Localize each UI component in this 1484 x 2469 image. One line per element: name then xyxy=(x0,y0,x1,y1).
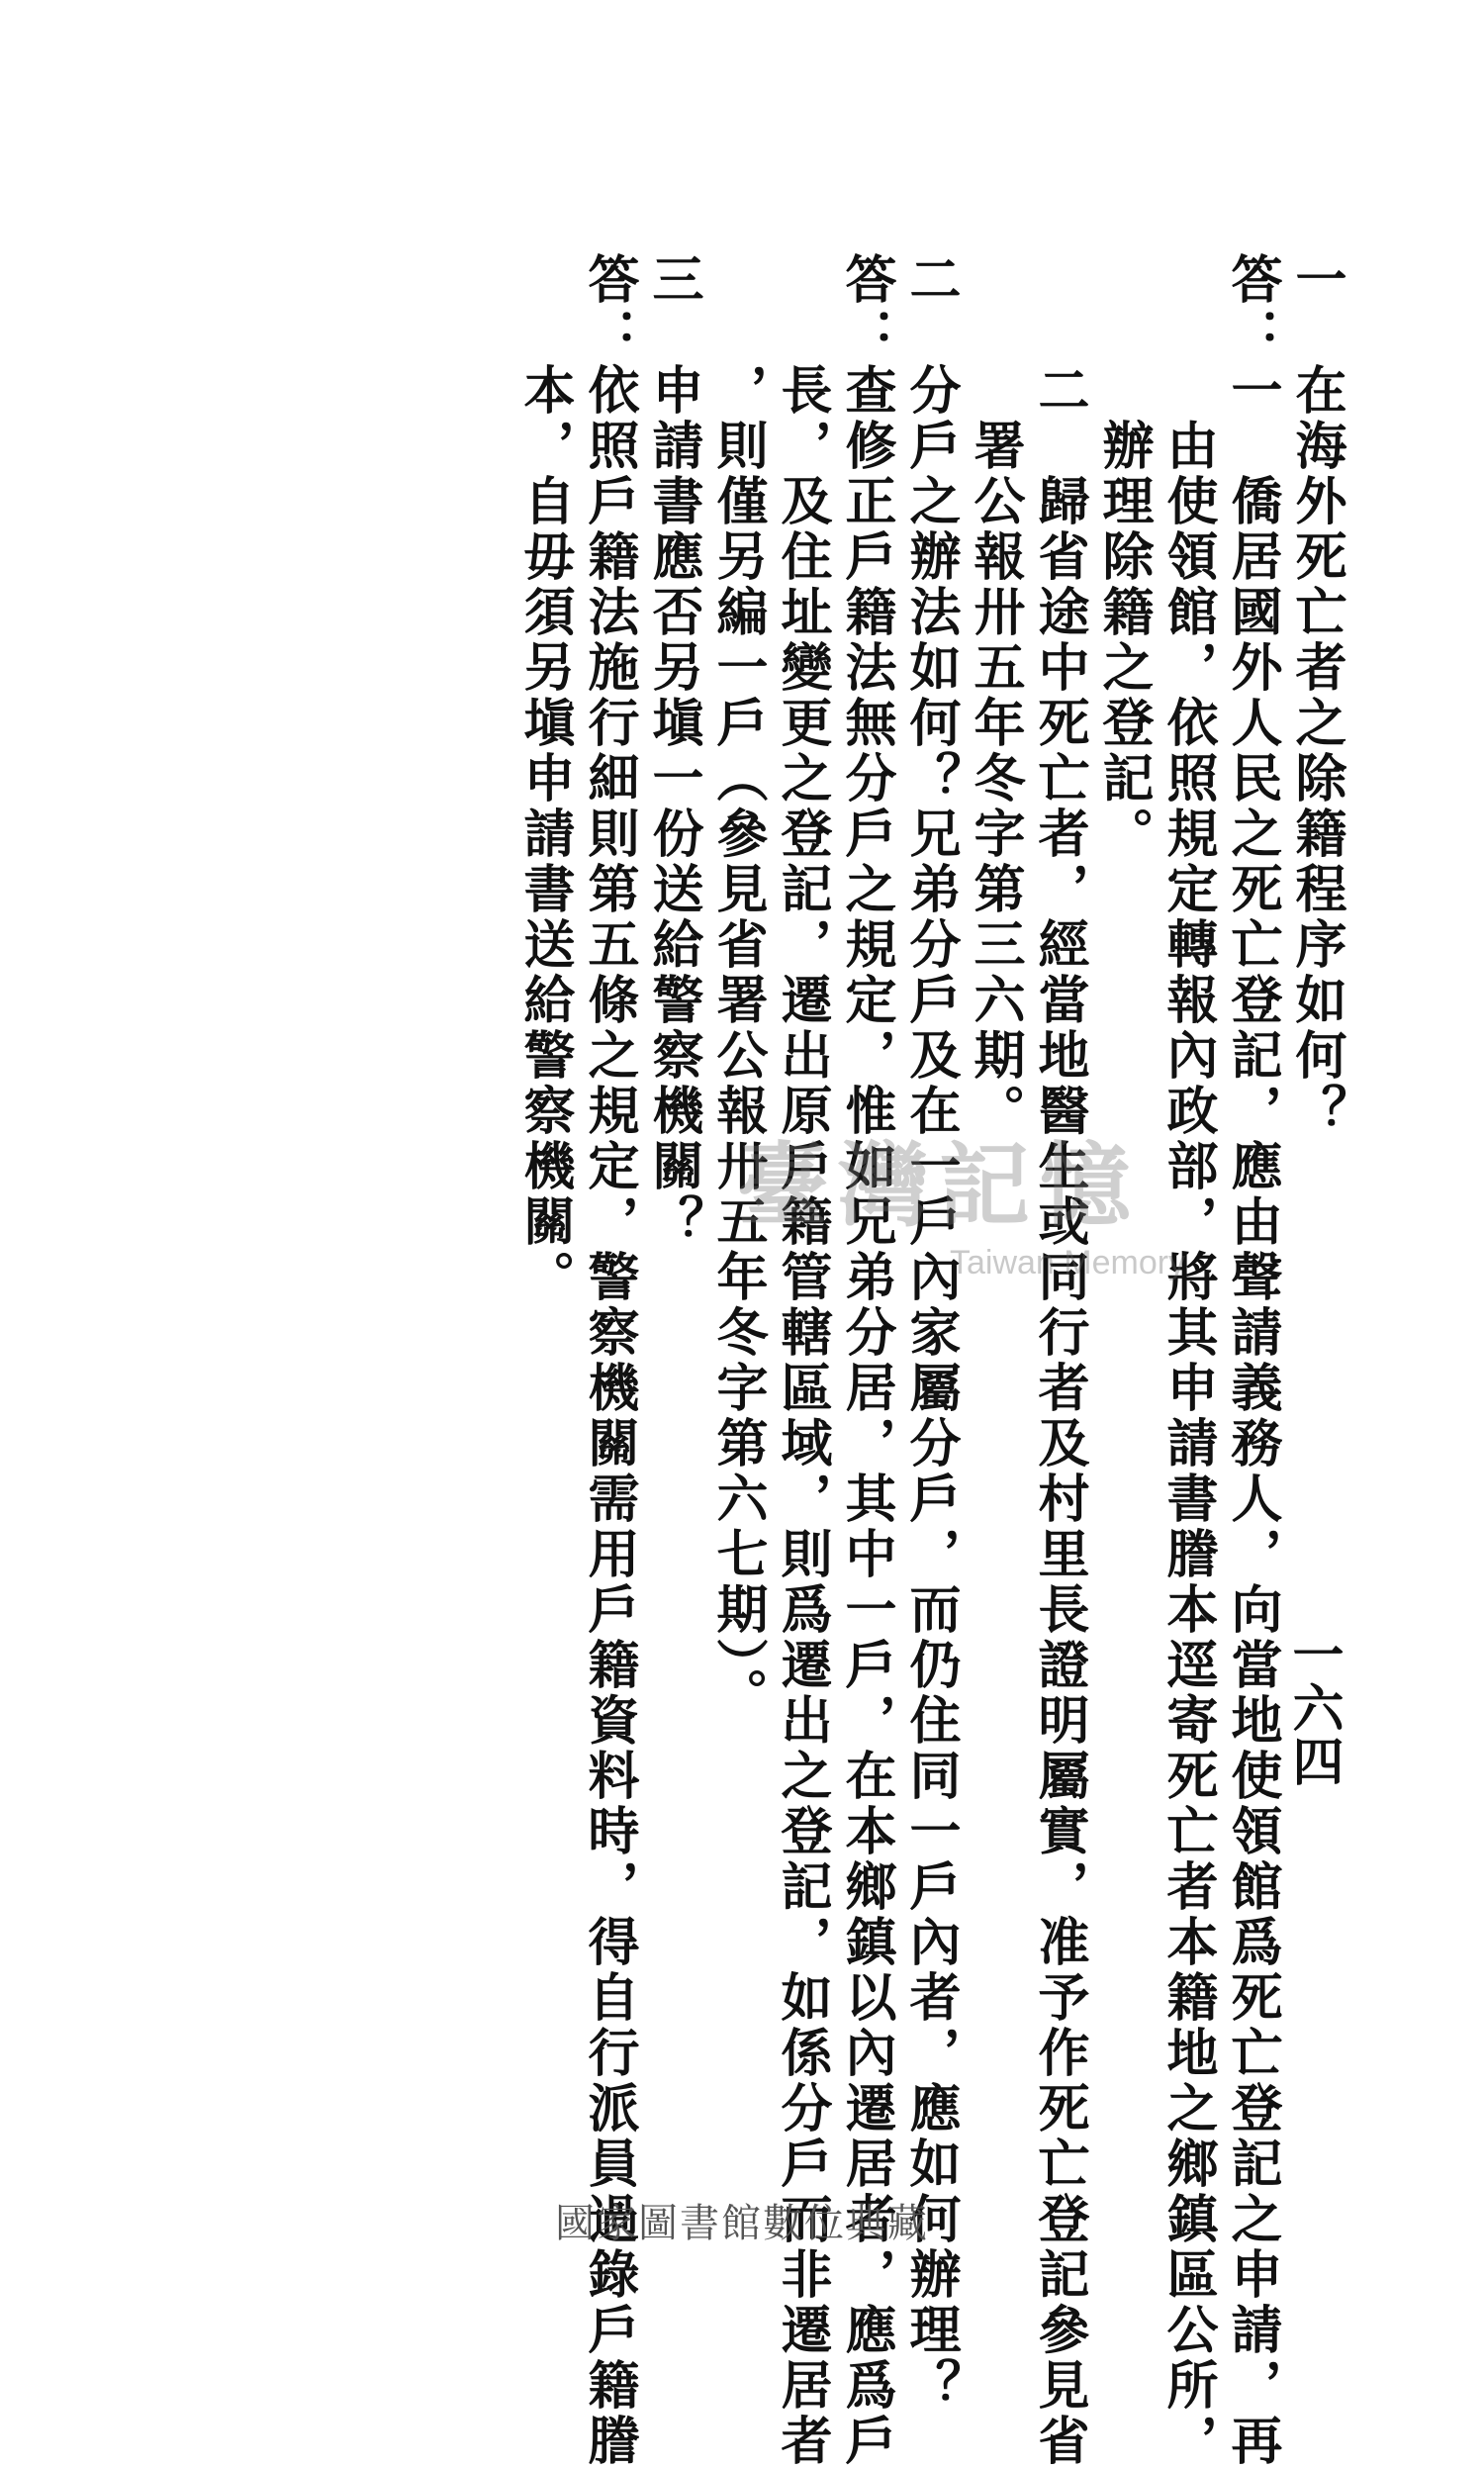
watermark-chinese: 臺灣記憶 xyxy=(737,1132,1142,1239)
page-number: 一六四 xyxy=(1283,1628,1344,1788)
text-column-9: 長，及住址變更之登記，遷出原戶籍管轄區域，則爲遷出之登記，如係分戶而非遷居者 xyxy=(772,252,832,2469)
text-column-11: 三 申請書應否另塡一份送給警察機關？ xyxy=(643,252,703,1250)
text-column-5: 二 歸省途中死亡者，經當地醫生或同行者及村里長證明屬實，准予作死亡登記參見省 xyxy=(1029,252,1089,2469)
text-column-13: 本，自毋須另塡申請書送給警察機關。 xyxy=(514,252,575,1305)
text-column-7: 二 分戶之辦法如何？兄弟分戶及在一戶內家屬分戶，而仍住同一戶內者，應如何辦理？ xyxy=(900,252,961,2414)
text-column-10: ，則僅另編一戶（參見省署公報卅五年冬字第六七期）。 xyxy=(707,252,768,1723)
text-column-6: 署公報卅五年冬字第三六期。 xyxy=(965,252,1025,1139)
text-column-1: 一 在海外死亡者之除籍程序如何？ xyxy=(1286,252,1346,1139)
watermark-english: Taiwan Memory xyxy=(950,1244,1186,1282)
text-column-8: 答：查修正戶籍法無分戶之規定，惟如兄弟分居，其中一戶，在本鄉鎮以內遷居者，應爲戶 xyxy=(836,252,896,2469)
text-column-12: 答：依照戶籍法施行細則第五條之規定，警察機關需用戶籍資料時，得自行派員過錄戶籍謄 xyxy=(579,252,639,2469)
text-column-4: 辦理除籍之登記。 xyxy=(1093,252,1154,862)
text-column-3: 由使領館，依照規定轉報內政部，將其申請書謄本逕寄死亡者本籍地之鄉鎮區公所， xyxy=(1158,252,1218,2469)
text-column-2: 答：一 僑居國外人民之死亡登記，應由聲請義務人，向當地使領館爲死亡登記之申請，再 xyxy=(1222,252,1282,2469)
library-footer: 國家圖書館數位典藏 xyxy=(555,2201,929,2246)
